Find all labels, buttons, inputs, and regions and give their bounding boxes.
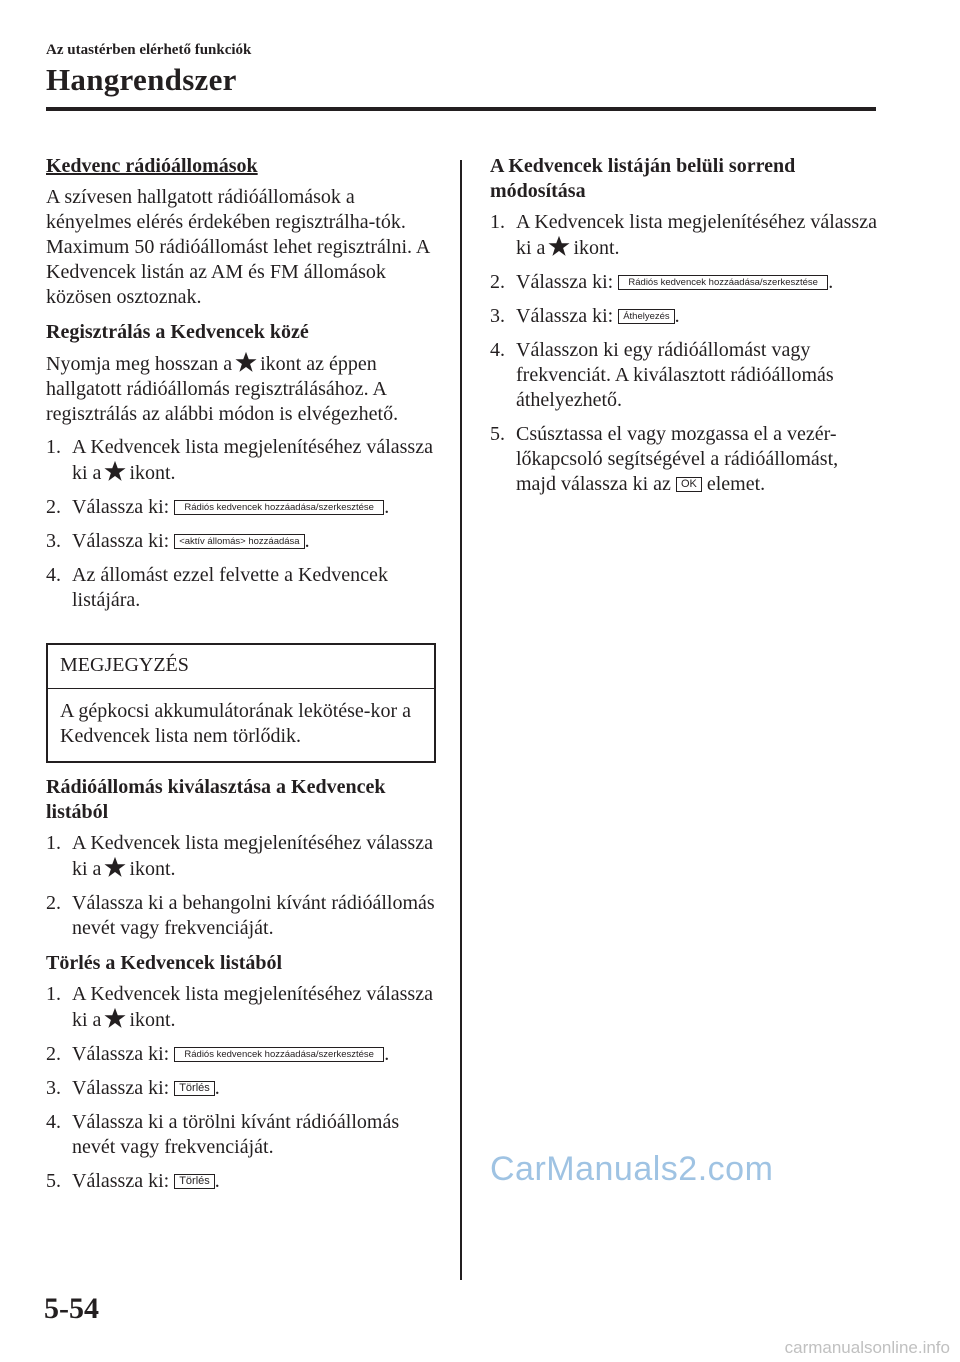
site-watermark: carmanualsonline.info — [784, 1338, 950, 1357]
star-icon — [104, 856, 126, 878]
page-title: Hangrendszer — [46, 62, 237, 97]
reorder-steps — [490, 210, 880, 497]
add-edit-favorites-button: Rádiós kedvencek hozzáadása/szerkesztése — [618, 275, 828, 290]
note-body: A gépkocsi akkumulátorának lekötése-kor a Kedvencek lista nem törlődik. — [60, 700, 411, 747]
register-steps — [46, 435, 436, 613]
intro-paragraph: A szívesen hallgatott rádióállomások a kényelmes elérés érdekében regisztrálha-tók. Maximum 50 rádióállomást lehet regisztrálni. A Kedvencek listán az AM és FM állomások közösen osztoznak. — [46, 186, 430, 308]
column-divider — [460, 160, 462, 1280]
move-button: Áthelyezés — [618, 309, 674, 324]
header-subtitle: Az utastérben elérhető funkciók — [46, 42, 252, 58]
register-paragraph: Nyomja meg hosszan a ikont az éppen hallgatott rádióállomás regisztrálásához. A regisztrálás az alábbi módon is elvégezhető. — [46, 353, 399, 425]
delete-steps — [46, 982, 436, 1194]
list-item: 3. Válassza ki: Törlés . — [46, 1077, 220, 1099]
list-item: 1. A Kedvencek lista megjelenítéséhez válassza ki a ikont. — [46, 436, 433, 484]
list-item: 4. Az állomást ezzel felvette a Kedvencek listájára. — [46, 564, 388, 611]
delete-button: Törlés — [174, 1174, 215, 1189]
add-edit-favorites-button: Rádiós kedvencek hozzáadása/szerkesztése — [174, 1047, 384, 1062]
list-item: 5. Válassza ki: Törlés . — [46, 1170, 220, 1192]
star-icon — [104, 460, 126, 482]
star-icon — [548, 235, 570, 257]
list-item: 3. Válassza ki: <aktív állomás> hozzáadása . — [46, 530, 310, 552]
list-item: 5. Csúsztassa el vagy mozgassa el a vezér-lőkapcsoló segítségével a rádióállomást, majd válassza ki az OK elemet. — [490, 423, 839, 495]
note-box — [46, 643, 436, 763]
add-edit-favorites-button: Rádiós kedvencek hozzáadása/szerkesztése — [174, 500, 384, 515]
header-rule — [46, 107, 876, 111]
watermark-text: CarManuals2.com — [490, 1150, 774, 1188]
register-heading: Regisztrálás a Kedvencek közé — [46, 321, 309, 343]
right-column — [490, 154, 880, 506]
page-number: 5-54 — [44, 1292, 99, 1325]
ok-button: OK — [676, 477, 702, 492]
note-title: MEGJEGYZÉS — [48, 645, 434, 689]
left-column — [46, 154, 436, 1203]
list-item: 4. Válasszon ki egy rádióállomást vagy frekvenciát. A kiválasztott rádióállomás áthelyezhető. — [490, 339, 834, 411]
add-active-station-button: <aktív állomás> hozzáadása — [174, 534, 304, 549]
list-item: 4. Válassza ki a törölni kívánt rádióállomás nevét vagy frekvenciáját. — [46, 1111, 400, 1158]
select-heading: Rádióállomás kiválasztása a Kedvencek listából — [46, 776, 386, 823]
list-item: 1. A Kedvencek lista megjelenítéséhez válassza ki a ikont. — [46, 832, 433, 880]
list-item: 1. A Kedvencek lista megjelenítéséhez válassza ki a ikont. — [46, 983, 433, 1031]
star-icon — [235, 351, 257, 373]
delete-heading: Törlés a Kedvencek listából — [46, 952, 283, 974]
list-item: 2. Válassza ki a behangolni kívánt rádióállomás nevét vagy frekvenciáját. — [46, 892, 435, 939]
list-item: 2. Válassza ki: Rádiós kedvencek hozzáadása/szerkesztése . — [490, 271, 834, 293]
delete-button: Törlés — [174, 1081, 215, 1096]
star-icon — [104, 1007, 126, 1029]
select-steps — [46, 831, 436, 941]
list-item: 2. Válassza ki: Rádiós kedvencek hozzáadása/szerkesztése . — [46, 496, 390, 518]
section-title: Kedvenc rádióállomások — [46, 155, 258, 177]
list-item: 1. A Kedvencek lista megjelenítéséhez válassza ki a ikont. — [490, 211, 877, 259]
list-item: 2. Válassza ki: Rádiós kedvencek hozzáadása/szerkesztése . — [46, 1043, 390, 1065]
list-item: 3. Válassza ki: Áthelyezés . — [490, 305, 680, 327]
reorder-heading: A Kedvencek listáján belüli sorrend módosítása — [490, 155, 796, 202]
